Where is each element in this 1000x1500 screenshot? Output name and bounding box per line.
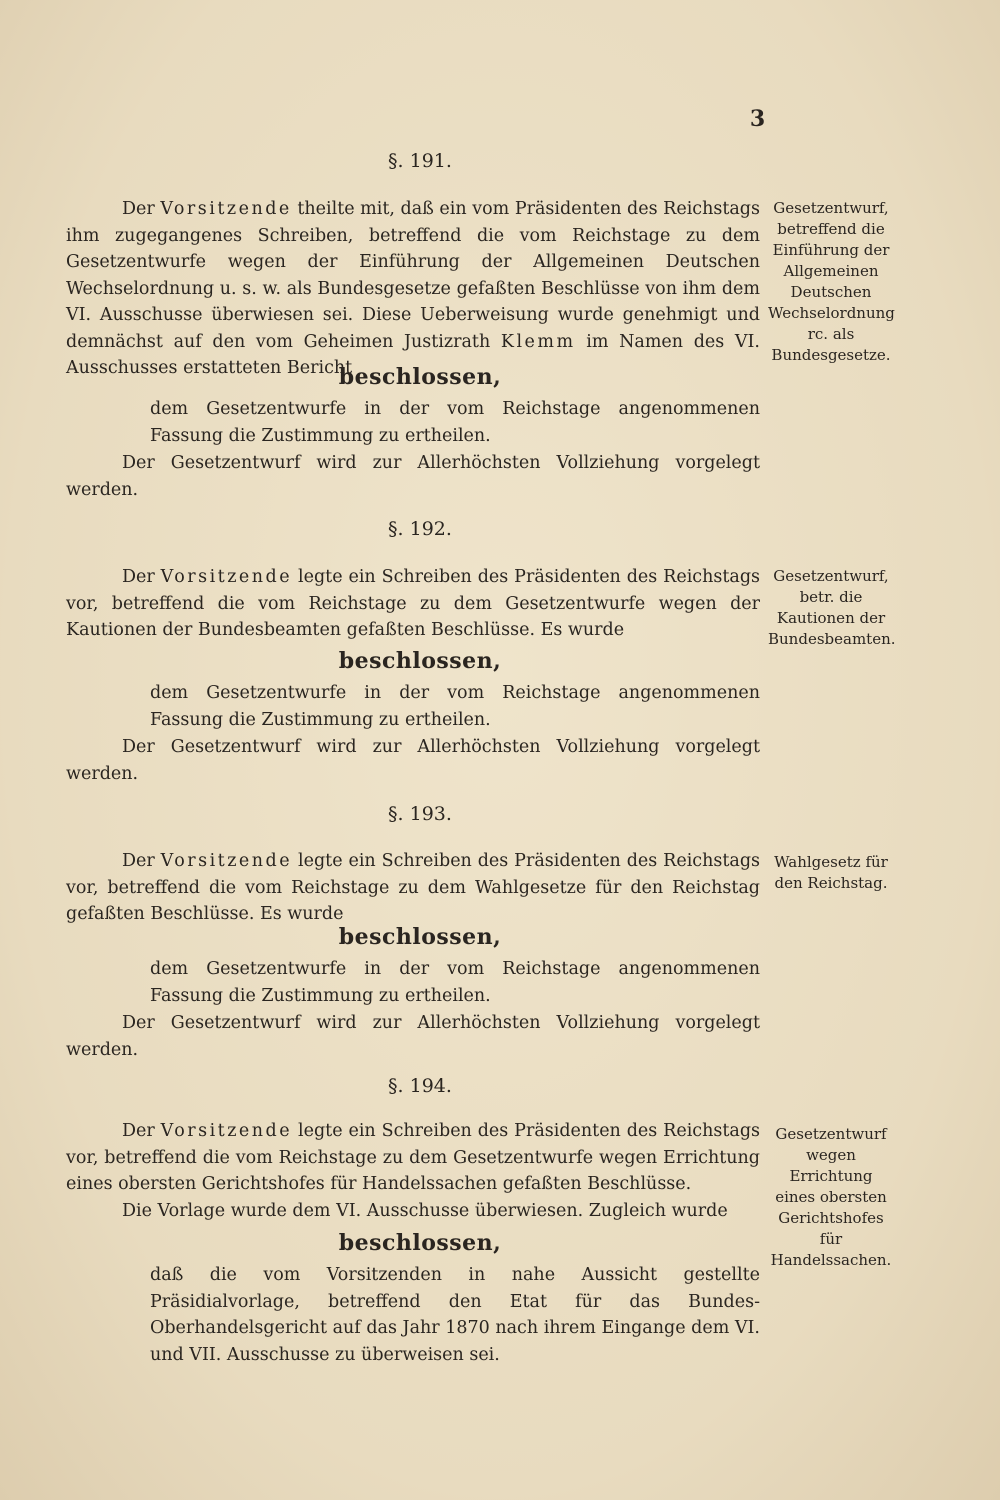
resolved-label-191: beschlossen, — [338, 364, 502, 390]
decision-193: dem Gesetzentwurfe in der vom Reichstage angenommenen Fassung die Zustimmung zu ertheilen. — [150, 959, 760, 1006]
closing-192: Der Gesetzentwurf wird zur Allerhöchsten Vollziehung vorgelegt werden. — [66, 737, 760, 784]
decision-192: dem Gesetzentwurfe in der vom Reichstage angenommenen Fassung die Zustimmung zu ertheilen. — [150, 683, 760, 730]
section-191-intro — [66, 196, 760, 382]
section-192-intro — [66, 564, 760, 644]
chair-title: Vorsitzende — [160, 199, 292, 219]
chair-title: Vorsitzende — [160, 567, 293, 587]
intro-text: legte ein Schreiben des Präsidenten des Reichstags vor, betreffend die vom Reichstage zu dem Gesetzentwurfe wegen der Kautionen der Bundesbeamten gefaßten Beschlüsse. Es wurde — [66, 567, 760, 640]
resolved-label-192: beschlossen, — [338, 648, 502, 674]
section-193-intro — [66, 848, 760, 928]
page-number: 3 — [749, 106, 766, 132]
intro-text: legte ein Schreiben des Präsidenten des Reichstags vor, betreffend die vom Reichstage zu dem Gesetzentwurfe wegen Errichtung eines obersten Gerichtshofes für Handelssachen gefaßten Beschlüsse. — [66, 1121, 760, 1194]
section-heading-192: §. 192. — [388, 518, 452, 540]
section-heading-191: §. 191. — [388, 150, 452, 172]
margin-note-192: Gesetzentwurf, betr. die Kautionen der Bundesbeamten. — [768, 567, 896, 648]
margin-note-193: Wahlgesetz für den Reichstag. — [774, 853, 888, 892]
section-heading-194: §. 194. — [388, 1075, 452, 1097]
intro-lead: Der — [122, 199, 161, 219]
margin-note-191: Gesetzentwurf, betreffend die Einführung der Allgemeinen Deutschen Wechselordnung rc. als Bundesgesetze. — [768, 199, 895, 364]
section-heading-193: §. 193. — [388, 803, 452, 825]
second-paragraph-194: Die Vorlage wurde dem VI. Ausschusse überwiesen. Zugleich wurde — [122, 1201, 728, 1221]
chair-title: Vorsitzende — [160, 851, 293, 871]
intro-text: legte ein Schreiben des Präsidenten des Reichstags vor, betreffend die vom Reichstage zu dem Wahlgesetze für den Reichstag gefaßten Beschlüsse. Es wurde — [66, 851, 760, 924]
chair-title: Vorsitzende — [160, 1121, 293, 1141]
person-name: Klemm — [500, 331, 576, 352]
margin-note-194: Gesetzentwurf wegen Errichtung eines obersten Gerichtshofes für Handelssachen. — [770, 1125, 892, 1269]
resolved-label-194: beschlossen, — [338, 1230, 502, 1256]
resolved-label-193: beschlossen, — [338, 924, 502, 950]
section-194-intro — [66, 1118, 760, 1198]
intro-lead: Der — [122, 1121, 161, 1141]
intro-tail: im Namen des VI. Ausschusses erstatteten Bericht — [66, 331, 760, 378]
intro-text: theilte mit, daß ein vom Präsidenten des Reichstags ihm zugegangenes Schreiben, betreffend die vom Reichstage zu dem Gesetzentwurfe wegen der Einführung der Allgemeinen Deutschen Wechselordnung u. s. w. als Bundesgesetze gefaßten Beschlüsse von ihm dem VI. Ausschusse überwiesen sei. Diese Ueberweisung wurde genehmigt und demnächst auf den vom Geheimen Justizrath — [66, 199, 760, 352]
closing-191: Der Gesetzentwurf wird zur Allerhöchsten Vollziehung vorgelegt werden. — [66, 453, 760, 500]
intro-lead: Der — [122, 851, 161, 871]
decision-191: dem Gesetzentwurfe in der vom Reichstage angenommenen Fassung die Zustimmung zu ertheilen. — [150, 399, 760, 446]
decision-194: daß die vom Vorsitzenden in nahe Aussicht gestellte Präsidialvorlage, betreffend den Etat für das Bundes-Oberhandelsgericht auf das Jahr 1870 nach ihrem Eingange dem VI. und VII. Ausschusse zu überweisen sei. — [150, 1265, 760, 1365]
closing-193: Der Gesetzentwurf wird zur Allerhöchsten Vollziehung vorgelegt werden. — [66, 1013, 760, 1060]
intro-lead: Der — [122, 567, 161, 587]
